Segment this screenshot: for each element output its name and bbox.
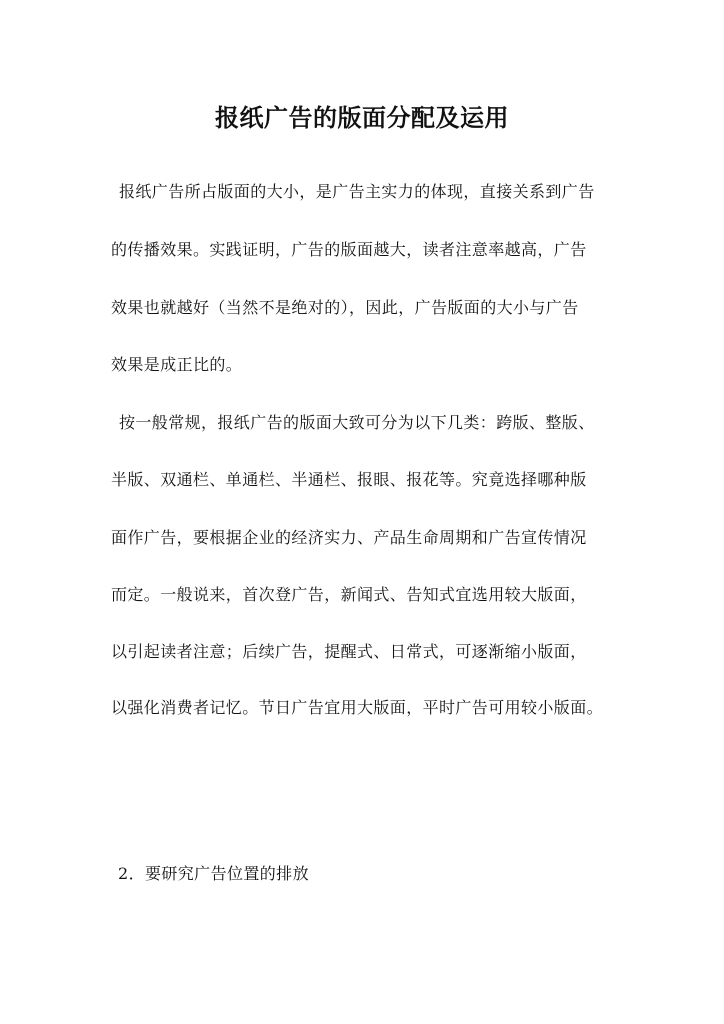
paragraph2-line-5: 以引起读者注意；后续广告，提醒式、日常式，可逐渐缩小版面， [111,642,587,661]
paragraph2-line-6: 以强化消费者记忆。节日广告宜用大版面，平时广告可用较小版面。 [111,698,604,717]
paragraph1-line-3: 效果也就越好（当然不是绝对的），因此，广告版面的大小与广告 [111,298,579,317]
paragraph2-line-2: 半版、双通栏、单通栏、半通栏、报眼、报花等。究竟选择哪种版 [111,470,587,489]
section-heading: 2．要研究广告位置的排放 [118,864,309,883]
paragraph2-line-3: 面作广告，要根据企业的经济实力、产品生命周期和广告宣传情况 [111,528,587,547]
document-title: 报纸广告的版面分配及运用 [215,104,509,132]
paragraph2-line-4: 而定。一般说来，首次登广告，新闻式、告知式宜选用较大版面， [111,585,587,604]
paragraph1-line-1: 报纸广告所占版面的大小，是广告主实力的体现，直接关系到广告 [119,182,595,201]
paragraph1-line-4: 效果是成正比的。 [111,355,243,374]
paragraph1-line-2: 的传播效果。实践证明，广告的版面越大，读者注意率越高，广告 [111,240,587,259]
paragraph2-line-1: 按一般常规，报纸广告的版面大致可分为以下几类：跨版、整版、 [119,413,595,432]
